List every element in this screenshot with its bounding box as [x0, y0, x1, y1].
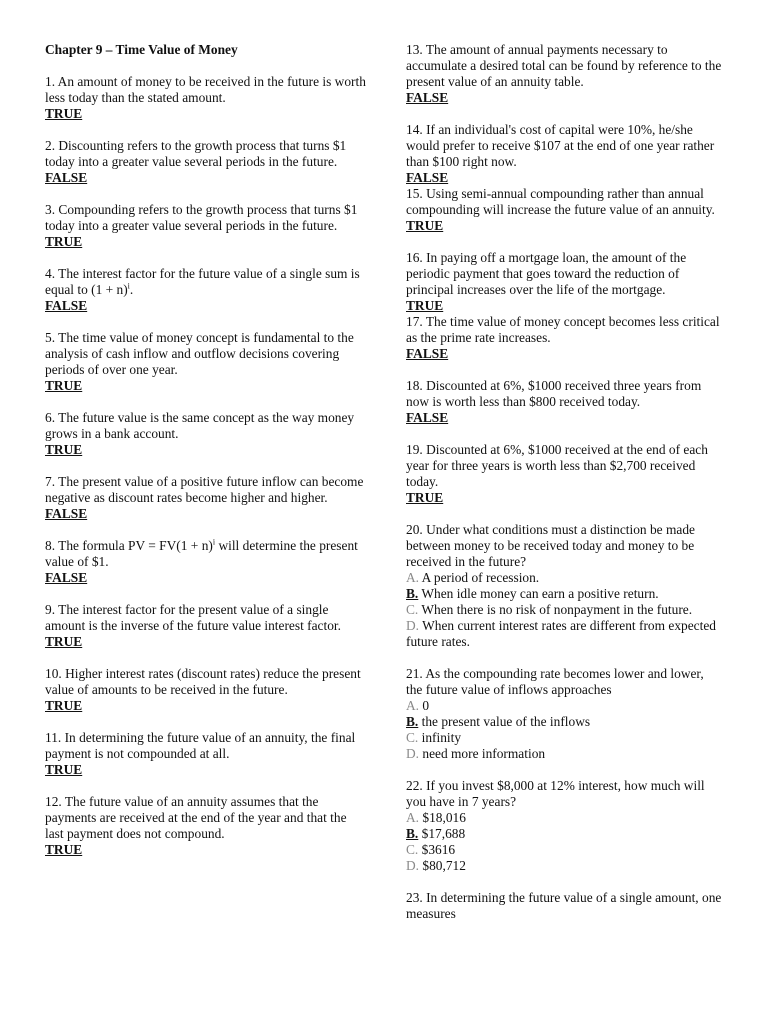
- mc-question: [406, 666, 722, 762]
- option-item: [406, 602, 722, 618]
- answer-label: TRUE: [45, 762, 83, 777]
- question-item: [406, 314, 722, 362]
- option-text: $18,016: [419, 810, 466, 825]
- question-item: [45, 666, 367, 714]
- answer-label: FALSE: [45, 570, 88, 585]
- question-item: [45, 474, 367, 522]
- option-text: When idle money can earn a positive return.: [418, 586, 659, 601]
- option-letter: D.: [406, 618, 420, 633]
- question-text: 14. If an individual's cost of capital were 10%, he/she would prefer to receive $107 at the end of one year rather than $100 right now.: [406, 122, 715, 169]
- option-item: [406, 618, 722, 650]
- option-item: [406, 842, 722, 858]
- option-letter: D.: [406, 746, 420, 761]
- question-item: [406, 122, 722, 186]
- option-list: [406, 698, 722, 762]
- question-text: 3. Compounding refers to the growth process that turns $1 today into a greater value several periods in the future.: [45, 202, 358, 233]
- question-item: [406, 442, 722, 506]
- right-question-list: [406, 42, 722, 922]
- option-list: [406, 810, 722, 874]
- option-item: [406, 714, 722, 730]
- superscript: i: [127, 281, 130, 291]
- option-text: $80,712: [419, 858, 466, 873]
- answer-label: TRUE: [45, 378, 83, 393]
- option-letter: A.: [406, 698, 420, 713]
- question-item: [45, 602, 367, 650]
- mc-question: [406, 778, 722, 874]
- answer-label: FALSE: [406, 346, 449, 361]
- answer-label: TRUE: [406, 298, 444, 313]
- option-letter: A.: [406, 570, 420, 585]
- option-item: [406, 586, 722, 602]
- option-letter: C.: [406, 602, 419, 617]
- option-text: need more information: [419, 746, 546, 761]
- question-text: 9. The interest factor for the present value of a single amount is the inverse of the future value interest factor.: [45, 602, 341, 633]
- question-text-end: .: [129, 282, 134, 297]
- right-column: [406, 42, 722, 922]
- question-item: [406, 186, 722, 234]
- option-letter: D.: [406, 858, 420, 873]
- question-item: [406, 378, 722, 426]
- question-item: [45, 202, 367, 250]
- question-text: 8. The formula PV = FV(1 + n): [45, 538, 213, 553]
- answer-label: TRUE: [406, 490, 444, 505]
- question-item: [45, 410, 367, 458]
- option-letter: C.: [406, 842, 419, 857]
- option-item: [406, 730, 722, 746]
- option-text: When there is no risk of nonpayment in the future.: [418, 602, 693, 617]
- question-text: 4. The interest factor for the future value of a single sum is equal to (1 + n): [45, 266, 360, 297]
- question-text: 5. The time value of money concept is fundamental to the analysis of cash inflow and outflow decisions covering periods of over one year.: [45, 330, 354, 377]
- question-text: 12. The future value of an annuity assumes that the payments are received at the end of the year and that the last payment does not compound.: [45, 794, 347, 841]
- option-item: [406, 826, 722, 842]
- question-text: 1. An amount of money to be received in the future is worth less today than the stated amount.: [45, 74, 366, 105]
- option-text: infinity: [418, 730, 462, 745]
- question-text: 19. Discounted at 6%, $1000 received at the end of each year for three years is worth less than $2,700 received today.: [406, 442, 708, 489]
- option-text: A period of recession.: [419, 570, 540, 585]
- question-item: [45, 74, 367, 122]
- answer-label: FALSE: [45, 298, 88, 313]
- mc-question: [406, 890, 722, 922]
- answer-label: TRUE: [45, 698, 83, 713]
- correct-option-letter: B.: [406, 714, 419, 729]
- question-text: 6. The future value is the same concept as the way money grows in a bank account.: [45, 410, 355, 441]
- question-text: 20. Under what conditions must a distinction be made between money to be received today and money to be received in the future?: [406, 522, 695, 569]
- question-text: 11. In determining the future value of an annuity, the final payment is not compounded at all.: [45, 730, 356, 761]
- question-item: [45, 266, 367, 314]
- option-letter: A.: [406, 810, 420, 825]
- answer-label: TRUE: [406, 218, 444, 233]
- question-item: [45, 794, 367, 858]
- answer-label: FALSE: [45, 506, 88, 521]
- question-text: 21. As the compounding rate becomes lower and lower, the future value of inflows approaches: [406, 666, 704, 697]
- question-item: [45, 730, 367, 778]
- question-text: 17. The time value of money concept becomes less critical as the prime rate increases.: [406, 314, 720, 345]
- option-item: [406, 810, 722, 826]
- option-item: [406, 570, 722, 586]
- superscript: i: [212, 537, 216, 547]
- correct-option-letter: B.: [406, 826, 419, 841]
- option-item: [406, 698, 722, 714]
- left-column: [45, 42, 367, 858]
- option-text: 0: [419, 698, 430, 713]
- option-text: the present value of the inflows: [418, 714, 591, 729]
- option-item: [406, 858, 722, 874]
- option-letter: C.: [406, 730, 419, 745]
- question-text: 22. If you invest $8,000 at 12% interest, how much will you have in 7 years?: [406, 778, 705, 809]
- chapter-title: Chapter 9 – Time Value of Money: [45, 42, 238, 57]
- answer-label: TRUE: [45, 234, 83, 249]
- answer-label: TRUE: [45, 634, 83, 649]
- question-text: 10. Higher interest rates (discount rates) reduce the present value of amounts to be received in the future.: [45, 666, 361, 697]
- option-list: [406, 570, 722, 650]
- question-item: [45, 138, 367, 186]
- question-text: 18. Discounted at 6%, $1000 received three years from now is worth less than $800 received today.: [406, 378, 702, 409]
- correct-option-letter: B.: [406, 586, 419, 601]
- question-text: 15. Using semi-annual compounding rather than annual compounding will increase the future value of an annuity.: [406, 186, 715, 217]
- answer-label: FALSE: [406, 90, 449, 105]
- answer-label: TRUE: [45, 442, 83, 457]
- mc-question: [406, 522, 722, 650]
- question-item: [45, 330, 367, 394]
- question-item: [406, 250, 722, 314]
- option-text: When current interest rates are different from expected future rates.: [406, 618, 716, 649]
- question-text: 7. The present value of a positive future inflow can become negative as discount rates become higher and higher.: [45, 474, 364, 505]
- option-text: $17,688: [418, 826, 466, 841]
- answer-label: FALSE: [406, 170, 449, 185]
- answer-label: FALSE: [406, 410, 449, 425]
- question-item: [406, 42, 722, 106]
- question-text: 2. Discounting refers to the growth process that turns $1 today into a greater value several periods in the future.: [45, 138, 347, 169]
- answer-label: TRUE: [45, 106, 83, 121]
- answer-label: TRUE: [45, 842, 83, 857]
- question-text: 16. In paying off a mortgage loan, the amount of the periodic payment that goes toward the reduction of principal increases over the life of the mortgage.: [406, 250, 687, 297]
- left-question-list: [45, 74, 367, 858]
- question-text: 23. In determining the future value of a single amount, one measures: [406, 890, 722, 921]
- option-text: $3616: [418, 842, 456, 857]
- question-text: 13. The amount of annual payments necessary to accumulate a desired total can be found by reference to the present value of an annuity table.: [406, 42, 722, 89]
- option-item: [406, 746, 722, 762]
- question-item: [45, 538, 367, 586]
- answer-label: FALSE: [45, 170, 88, 185]
- question-text-end: will determine the present value of $1.: [45, 538, 358, 569]
